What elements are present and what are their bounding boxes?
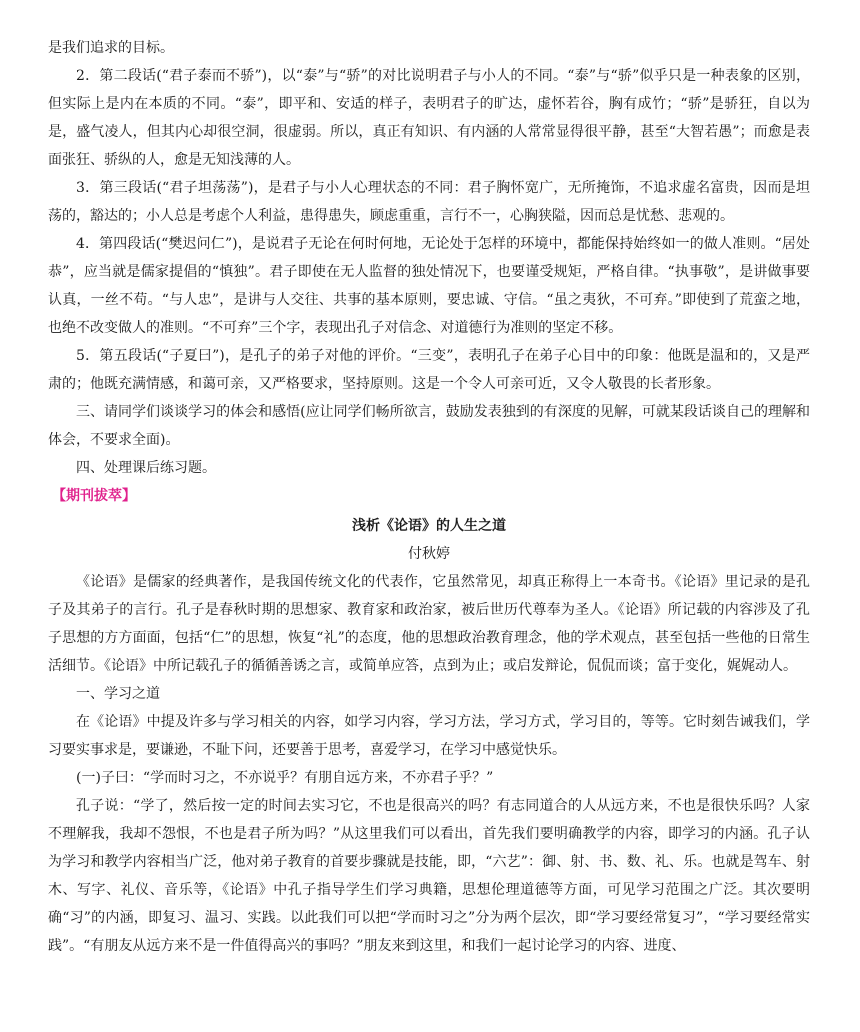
article-intro-paragraph: 《论语》是儒家的经典著作，是我国传统文化的代表作，它虽然常见，却真正称得上一本奇书。《论语》里记录的是孔子及其弟子的言行。孔子是春秋时期的思想家、教育家和政治家，被后世历代尊奉为圣人。《论语》所记载的内容涉及了孔子思想的方方面面，包括“仁”的思想，恢复“礼”的态度，他的思想政治教育理念，他的学术观点，甚至包括一些他的日常生活细节。《论语》中所记载孔子的循循善诱之言，或简单应答，点到为止；或启发辩论，侃侃而谈；富于变化，娓娓动人。 bbox=[48, 574, 810, 674]
journal-article bbox=[48, 512, 810, 960]
paragraph-section-3: 三、请同学们谈谈学习的体会和感悟(应让同学们畅所欲言，鼓励发表独到的有深度的见解，可就某段话谈自己的理解和体会，不要求全面)。 bbox=[48, 404, 810, 448]
paragraph-point-5: 5．第五段话(“子夏曰”)，是孔子的弟子对他的评价。“三变”，表明孔子在弟子心目中的印象：他既是温和的，又是严肃的；他既充满情感，和蔼可亲，又严格要求，坚持原则。这是一个令人可亲可近，又令人敬畏的长者形象。 bbox=[48, 348, 810, 392]
article-heading-learning: 一、学习之道 bbox=[76, 686, 160, 702]
paragraph-point-3: 3．第三段话(“君子坦荡荡”)，是君子与小人心理状态的不同：君子胸怀宽广，无所掩饰，不追求虚名富贵，因而是坦荡的，豁达的；小人总是考虑个人利益，患得患失，顾虑重重，言行不一，心胸狭隘，因而总是忧愁、悲观的。 bbox=[48, 180, 810, 224]
article-author: 付秋婷 bbox=[408, 546, 450, 562]
article-quote: (一)子曰：“学而时习之，不亦说乎？有朋自远方来，不亦君子乎？” bbox=[76, 770, 494, 786]
article-paragraph: 孔子说：“学了，然后按一定的时间去实习它，不也是很高兴的吗？有志同道合的人从远方来，不也是很快乐吗？人家不理解我，我却不怨恨，不也是君子所为吗？”从这里我们可以看出，首先我们要明确教学的内容，即学习的内涵。孔子认为学习和教学内容相当广泛，他对弟子教育的首要步骤就是技能，即，“六艺”：御、射、书、数、礼、乐。也就是驾车、射木、写字、礼仪、音乐等，《论语》中孔子指导学生们学习典籍，思想伦理道德等方面，可见学习范围之广泛。其次要明确“习”的内涵，即复习、温习、实践。以此我们可以把“学而时习之”分为两个层次，即“学习要经常复习”，“学习要经常实践”。“有朋友从远方来不是一件值得高兴的事吗？”朋友来到这里，和我们一起讨论学习的内容、进度、 bbox=[48, 798, 810, 954]
paragraph-continuation: 是我们追求的目标。 bbox=[48, 40, 174, 56]
paragraph-point-2: 2．第二段话(“君子泰而不骄”)，以“泰”与“骄”的对比说明君子与小人的不同。“泰”与“骄”似乎只是一种表象的区别，但实际上是内在本质的不同。“泰”，即平和、安适的样子，表明君子的旷达，虚怀若谷，胸有成竹；“骄”是骄狂，自以为是，盛气凌人，但其内心却很空洞，很虚弱。所以，真正有知识、有内涵的人常常显得很平静，甚至“大智若愚”；而愈是表面张狂、骄纵的人，愈是无知浅薄的人。 bbox=[48, 68, 810, 168]
article-title: 浅析《论语》的人生之道 bbox=[352, 518, 506, 534]
paragraph-section-4: 四、处理课后练习题。 bbox=[76, 460, 216, 476]
paragraph-point-4: 4．第四段话(“樊迟问仁”)，是说君子无论在何时何地，无论处于怎样的环境中，都能保持始终如一的做人准则。“居处恭”，应当就是儒家提倡的“慎独”。君子即使在无人监督的独处情况下，也要谨受规矩，严格自律。“执事敬”，是讲做事要认真，一丝不苟。“与人忠”，是讲与人交往、共事的基本原则，要忠诚、守信。“虽之夷狄，不可弃。”即使到了荒蛮之地，也绝不改变做人的准则。“不可弃”三个字，表现出孔子对信念、对道德行为准则的坚定不移。 bbox=[48, 236, 810, 336]
article-paragraph: 在《论语》中提及许多与学习相关的内容，如学习内容，学习方法，学习方式，学习目的，等等。它时刻告诫我们，学习要实事求是，要谦逊，不耻下问，还要善于思考，喜爱学习，在学习中感觉快乐。 bbox=[48, 714, 810, 758]
section-tag-journal-excerpt: 【期刊拔萃】 bbox=[52, 488, 136, 504]
